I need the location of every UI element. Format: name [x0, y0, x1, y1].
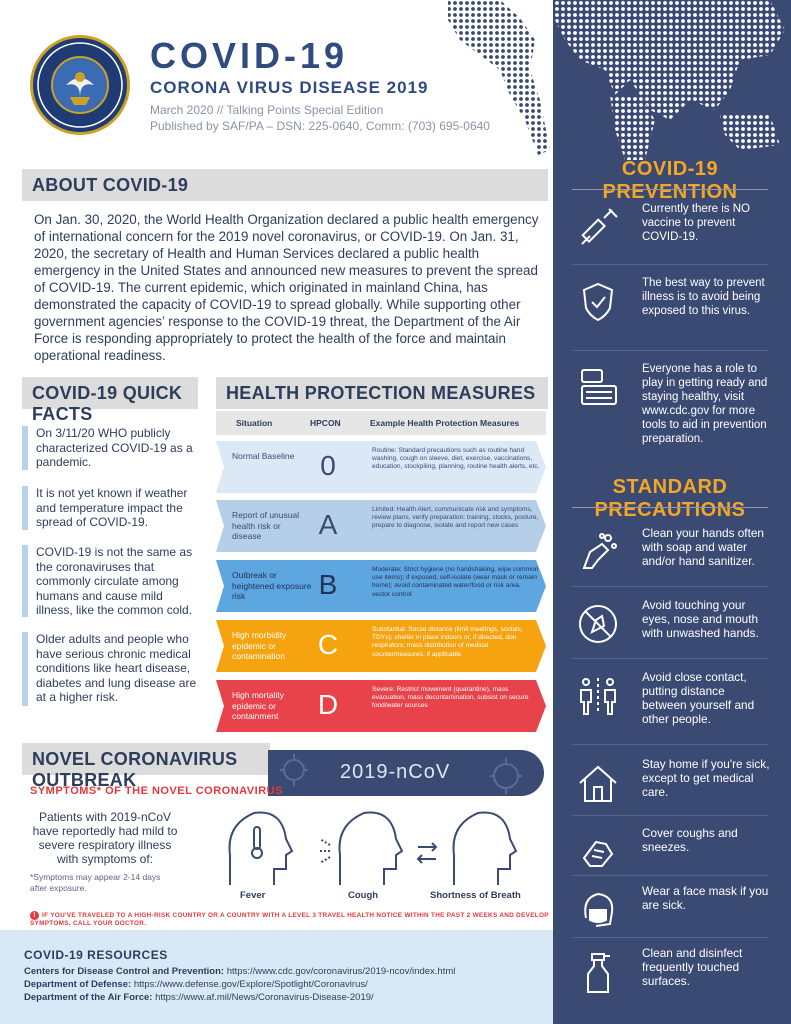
hpcon-heading: HEALTH PROTECTION MEASURES — [216, 377, 548, 409]
publisher-line: Published by SAF/PA – DSN: 225-0640, Comm: (703) 695-0640 — [150, 119, 490, 133]
resource-label: Department of the Air Force: — [24, 992, 153, 1003]
hand-washing-icon — [576, 530, 620, 574]
precaution-text: Avoid touching your eyes, nose and mouth with unwashed hands. — [642, 598, 759, 640]
travel-notice-text: IF YOU'VE TRAVELED TO A HIGH-RISK COUNTRY OR A COUNTRY WITH A LEVEL 3 TRAVEL HEALTH NOTICE WITHIN THE PAST 2 WEEKS AND DEVELOP SYMPTOMS, CALL YOUR DOCTOR. — [30, 912, 549, 927]
about-heading: ABOUT COVID-19 — [22, 169, 548, 201]
hpcon-measures: Substantial: Social distance (limit meetings, socials, TDYs); shelter in place indoors or, if directed, don respirators; mass distribution of medical countermeasures, if applicable — [372, 626, 523, 658]
quick-fact: COVID-19 is not the same as the coronaviruses that commonly circulate among humans and cause mild illness, like the common cold. — [22, 545, 202, 617]
resource-line — [24, 992, 374, 1003]
hpcon-measures: Severe: Restrict movement (quarantine), mass evacuation, mass decontamination, subsist on secure food/water sources — [372, 686, 529, 710]
column-situation: Situation — [236, 418, 273, 428]
precaution-item — [572, 526, 768, 581]
prevention-text: The best way to prevent illness is to avoid being exposed to this virus. — [642, 277, 765, 317]
no-touch-face-icon — [576, 602, 620, 646]
hpcon-measures: Routine: Standard precautions such as routine hand washing, cough on sleeve, diet, exercise, vaccinations, education, stockpiling, planning, routine health alerts, etc. — [372, 447, 540, 471]
shortness-of-breath-icon — [418, 813, 516, 885]
hpcon-level: C — [317, 629, 339, 660]
quick-fact: It is not yet known if weather and temperature impact the spread of COVID-19. — [22, 486, 202, 530]
precaution-text: Stay home if you're sick, except to get medical care. — [642, 757, 770, 799]
hpcon-level: B — [318, 569, 338, 600]
hpcon-level: A — [318, 509, 338, 540]
resources-panel — [0, 930, 553, 1024]
precaution-text: Cover coughs and sneezes. — [642, 826, 738, 854]
divider — [572, 350, 768, 351]
hpcon-table-header — [216, 411, 546, 435]
hpcon-row — [216, 441, 546, 493]
divider — [572, 586, 768, 587]
precaution-item — [572, 598, 768, 653]
resources-heading: COVID-19 RESOURCES — [24, 948, 168, 962]
prevention-heading: COVID-19 PREVENTION — [602, 158, 738, 203]
hpcon-situation: High mortality epidemic or containment — [232, 690, 284, 721]
resource-line — [24, 979, 368, 990]
column-measures: Example Health Protection Measures — [370, 418, 520, 428]
column-hpcon: HPCON — [310, 418, 341, 428]
quick-fact: On 3/11/20 WHO publicly characterized COVID-19 as a pandemic. — [22, 426, 202, 470]
prevention-text: Everyone has a role to play in getting ready and staying healthy, visit www.cdc.gov for more tools to aid in prevention preparation. — [642, 363, 768, 445]
hpcon-situation: Outbreak or heightened exposure risk — [232, 570, 312, 601]
outbreak-heading: NOVEL CORONAVIRUS OUTBREAK — [22, 743, 270, 775]
precautions-heading: STANDARD PRECAUTIONS — [594, 476, 746, 521]
precaution-item — [572, 946, 768, 996]
resource-label: Centers for Disease Control and Prevention: — [24, 966, 225, 977]
hpcon-row — [216, 500, 546, 552]
shield-virus-icon — [576, 280, 620, 324]
divider — [572, 875, 768, 876]
symptoms-heading: SYMPTOMS* OF THE NOVEL CORONAVIRUS — [30, 785, 283, 797]
quick-facts-heading: COVID-19 QUICK FACTS — [22, 377, 198, 409]
hpcon-level: D — [317, 689, 339, 720]
precaution-text: Wear a face mask if you are sick. — [642, 884, 769, 912]
air-force-seal — [30, 35, 130, 135]
edition-line: March 2020 // Talking Points Special Edition — [150, 103, 384, 117]
resource-link[interactable]: https://www.cdc.gov/coronavirus/2019-ncov/index.html — [226, 966, 456, 977]
divider — [572, 658, 768, 659]
hpcon-situation: Report of unusual health risk or disease — [232, 510, 300, 541]
quick-fact: Older adults and people who have serious chronic medical conditions like heart disease, diabetes and lung disease are at a higher risk. — [22, 632, 202, 706]
divider — [572, 937, 768, 938]
symptoms-note: *Symptoms may appear 2-14 days after exposure. — [30, 872, 161, 893]
fever-icon — [230, 813, 293, 885]
divider — [572, 815, 768, 816]
symptom-cough: Cough — [348, 890, 379, 901]
symptom-fever: Fever — [240, 890, 266, 901]
page-title: COVID-19 — [150, 35, 349, 76]
hpcon-row — [216, 620, 546, 672]
symptom-shortness-of-breath: Shortness of Breath — [430, 890, 521, 901]
hpcon-row — [216, 680, 546, 732]
hpcon-level: 0 — [320, 450, 336, 481]
resource-line — [24, 966, 455, 977]
hpcon-row — [216, 560, 546, 612]
travel-notice — [30, 911, 550, 927]
distance-icon — [576, 674, 620, 718]
hpcon-situation: High morbidity epidemic or contamination — [232, 630, 287, 661]
hpcon-measures: Moderate: Strict hygiene (no handshaking, wipe common use items); if exposed, self-isolate (wear mask or remain home); avoid contaminated water/food or risk area, vector control — [372, 566, 539, 598]
about-text: On Jan. 30, 2020, the World Health Organization declared a public health emergency of international concern for the 2019 novel coronavirus, or COVID-19. On Jan. 31, 2020, the secretary of Health and Human Services declared a public health emergency in the United States and announced new measures to prevent the spread of COVID-19. The current epidemic, which originated in mainland China, has demonstrated the capacity of COVID-19 to spread globally. While supporting other government agencies’ response to the COVID-19 threat, the Department of the Air Force is responding appropriately to protect the health of the force and maintain operational readiness. — [34, 212, 539, 363]
hpcon-measures: Limited: Health Alert, communicate risk and symptoms, review plans, verify preparation: training, stocks, posture, prepare to diagnose, isolate and report new cases — [372, 506, 539, 530]
home-icon — [576, 761, 620, 805]
prevention-item — [572, 362, 768, 452]
alert-icon: ! — [30, 911, 39, 920]
resource-label: Department of Defense: — [24, 979, 132, 990]
page-subtitle: CORONA VIRUS DISEASE 2019 — [150, 78, 429, 97]
precaution-text: Avoid close contact, putting distance between yourself and other people. — [642, 670, 755, 726]
precaution-item — [572, 884, 768, 934]
symptoms-text: Patients with 2019-nCoV have reportedly had mild to severe respiratory illness with symptoms of: — [32, 810, 178, 866]
syringe-icon — [576, 206, 620, 250]
precaution-item — [572, 670, 768, 740]
symptom-heads-graphic — [224, 805, 524, 887]
air-force-emblem — [36, 41, 124, 129]
precaution-text: Clean your hands often with soap and water and/or hand sanitizer. — [642, 526, 764, 568]
divider — [572, 744, 768, 745]
divider — [572, 507, 768, 508]
resource-link[interactable]: https://www.defense.gov/Explore/Spotlight/Coronavirus/ — [133, 979, 368, 990]
precaution-item — [572, 826, 768, 876]
cover-cough-icon — [576, 830, 620, 874]
precaution-text: Clean and disinfect frequently touched surfaces. — [642, 946, 743, 988]
precaution-item — [572, 757, 768, 812]
prevention-item — [572, 276, 768, 338]
prevention-item — [572, 202, 768, 262]
spray-bottle-icon — [576, 950, 620, 994]
resource-link[interactable]: https://www.af.mil/News/Coronavirus-Disease-2019/ — [155, 992, 374, 1003]
world-map-graphic — [440, 0, 791, 160]
prevention-text: Currently there is NO vaccine to prevent COVID-19. — [642, 203, 751, 243]
virus-label: 2019-nCoV — [340, 761, 451, 783]
cough-icon — [318, 813, 402, 885]
hpcon-situation: Normal Baseline — [232, 451, 295, 461]
computer-icon — [576, 366, 620, 410]
divider — [572, 189, 768, 190]
divider — [572, 264, 768, 265]
face-mask-icon — [576, 888, 620, 932]
